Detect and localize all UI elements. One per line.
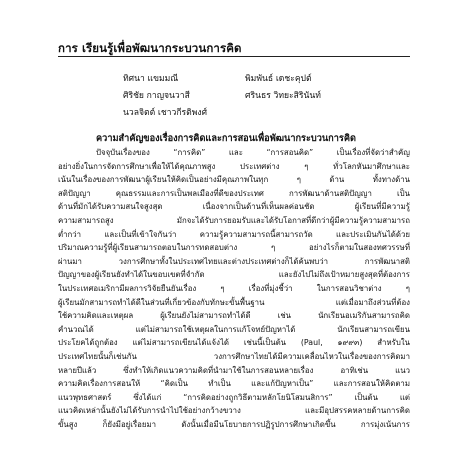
author-name: พิมพันธ์ เดชะคุปต์: [245, 74, 312, 84]
section-heading: ความสำคัญของเรื่องการคิดและการสอนเพื่อพัฒนากระบวนการคิด: [96, 133, 356, 144]
body-text-line: ในประเทศอเมริกามีผลการวิจัยยืนยันเรื่อง ๆ เรื่องที่มุ่งชี้ว่า ในการสอนวิชาต่าง ๆ: [58, 283, 410, 293]
body-text-line: อย่างยิ่งในการจัดการศึกษาเพื่อให้ได้คุณภาพสูง ประเทศต่าง ๆ ทั่วโลกหันมาศึกษาและ: [58, 161, 410, 171]
body-text-line: ความคิดเรื่องการสอนให้ “คิดเป็น ทำเป็น และแก้ปัญหาเป็น” และการสอนให้คิดตาม: [58, 379, 410, 389]
author-name: ศิริชัย กาญจนวาสี: [123, 91, 190, 101]
body-text-line: คำนวณได้ แต่ไม่สามารถใช้เหตุผลในการแก้โจทย์ปัญหาได้ นักเรียนสามารถเขียน: [58, 324, 410, 334]
body-text-line: ประโยคได้ถูกต้อง แต่ไม่สามารถเขียนได้แจ้งได้ เช่นนี้เป็นต้น (Paul, ๑๙๙๓) สำหรับใน: [58, 338, 410, 348]
body-text-line: ผ่านมา วงการศึกษาทั้งในประเทศไทยและต่างประเทศต่างก็ได้ค้นพบว่า การพัฒนาสติ: [58, 256, 410, 266]
title-underline: [58, 56, 410, 57]
body-text-line: ผู้เรียนมักสามารถทำได้ดีในส่วนที่เกี่ยวข้องกับทักษะขั้นพื้นฐาน แต่เมื่อมาถึงส่วนที่ต้อง: [58, 297, 410, 307]
body-text-line: หลายปีแล้ว ซึ่งทำให้เกิดแนวความคิดที่นำมาใช้ในการสอนหลายเรื่อง อาทิเช่น แนว: [58, 365, 410, 375]
body-text-line: ปริมาณความรู้ที่ผู้เรียนสามารถตอบในการทดสอบต่าง ๆ อย่างไรก็ตามในสองทศวรรษที่: [58, 243, 410, 253]
body-text-line: เน้นในเรื่องของการพัฒนาผู้เรียนให้คิดเป็นอย่างมีคุณภาพในทุก ๆ ด้าน ทั้งทางด้าน: [58, 175, 410, 185]
body-text-line: ขั้นสูง ก็ยังมีอยู่เรื่อยมา ดังนั้นเมื่อมีนโยบายการปฏิรูปการศึกษาเกิดขึ้น การมุ่งเน้นการ: [58, 419, 410, 429]
body-text-line: ประเทศไทยนั้นก็เช่นกัน วงการศึกษาไทยได้มีความเคลื่อนไหวในเรื่องของการคิดมา: [58, 351, 410, 361]
body-text-line: ความสามารถสูง มักจะได้รับการยอมรับและได้รับโอกาสที่ดีกว่าผู้มีความรู้ความสามารถ: [58, 215, 410, 225]
body-text-line: ปัจจุบันเรื่องของ “การคิด” และ “การสอนคิด” เป็นเรื่องที่จัดว่าสำคัญ: [96, 148, 410, 157]
author-name: นวลจิตต์ เชาวกีรติพงศ์: [123, 108, 208, 118]
body-paragraph: [58, 146, 410, 431]
body-text-line: แนวคิดเหล่านั้นยังไม่ได้รับการนำไปใช้อย่างกว้างขวาง และมีอุปสรรคหลายด้านการคิด: [58, 406, 410, 416]
body-text-line: แนวพุทธศาสตร์ ซึ่งได้แก่ “การคิดอย่างถูกวิธีตามหลักโยนิโสมนสิการ” เป็นต้น แต่: [58, 392, 410, 402]
body-text-line: ด้านที่มักได้รับความสนใจสูงสุด เนื่องจากเป็นด้านที่เห็นผลค่อนชัด ผู้เรียนที่มีความรู้: [58, 202, 410, 212]
body-text-line: ใช้ความคิดและเหตุผล ผู้เรียนยังไม่สามารถทำได้ดี เช่น นักเรียนอเมริกันสามารถคิด: [58, 311, 410, 321]
body-text-line: ต่ำกว่า และเป็นที่เข้าใจกันว่า ความรู้ความสามารถนี้สามารถวัด และประเมินกันได้ด้วย: [58, 229, 410, 239]
author-name: ทิศนา แขมมณี: [123, 74, 179, 84]
body-text-line: ปัญญาของผู้เรียนยังทำได้ในขอบเขตที่จำกัด และยังไปไม่ถึงเป้าหมายสูงสุดที่ต้องการ: [58, 270, 410, 280]
author-name: ศรินธร วิทยะสิรินันท์: [245, 91, 321, 101]
body-text-line: สติปัญญา คุณธรรมและการเป็นพลเมืองที่ดีของประเทศ การพัฒนาด้านสติปัญญา เป็น: [58, 188, 410, 198]
document-title: การ เรียนรู้เพื่อพัฒนากระบวนการคิด: [58, 41, 242, 55]
